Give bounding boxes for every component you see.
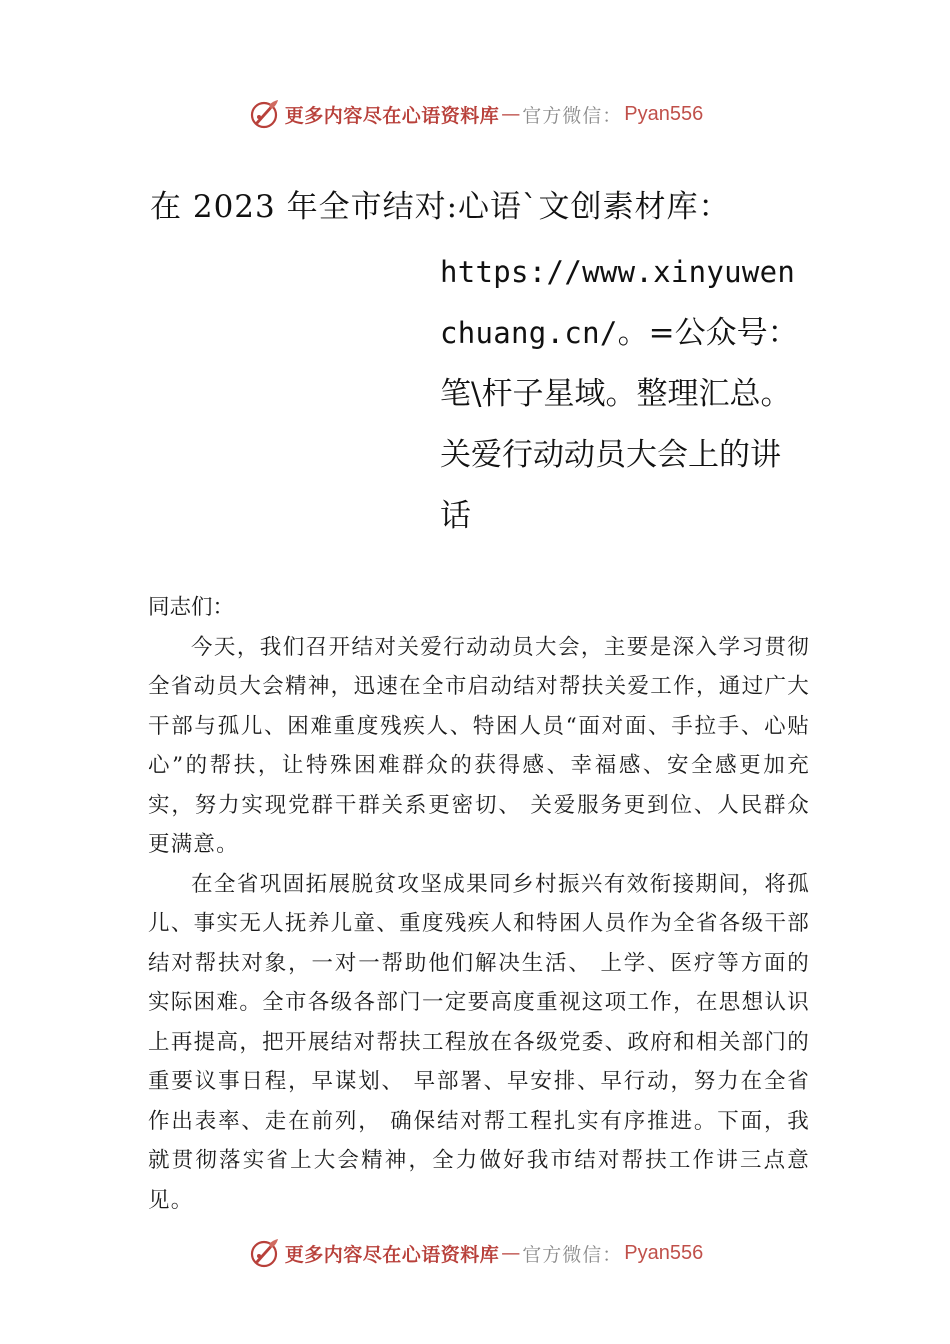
banner-dash: — [501,1242,521,1264]
brand-text: 更多内容尽在心语资料库 [284,104,500,127]
speech-body [148,588,810,1220]
brand-text: 更多内容尽在心语资料库 [284,1243,500,1266]
title-continuation [440,242,810,547]
contact-account: Pyan556 [624,102,704,125]
salutation: 同志们： [148,595,235,620]
title-rest-text: 。=公众号：笔\杆子星域。整理汇总。关爱行动动员大会上的讲话 [440,315,799,534]
title-url: https://www.xinyuwenchuang.cn/ [440,255,796,350]
contact-label: 官方微信： [522,1243,623,1266]
banner-dash: — [501,103,521,125]
title-first-line: 在 2023 年全市结对:心语`文创素材库： [150,189,731,225]
paragraph: 今天，我们召开结对关爱行动动员大会，主要是深入学习贯彻全省动员大会精神，迅速在全市启动结对帮扶关爱工作，通过广大干部与孤儿、困难重度残疾人、特困人员“面对面、手拉手、心贴心”的帮扶，让特殊困难群众的获得感、幸福感、安全感更加充实，努力实现党群干群关系更密切、 关爱服务更到位、人民群众更满意。 [148,634,810,857]
quill-pen-logo-icon [247,1236,281,1270]
contact-account: Pyan556 [624,1241,704,1264]
contact-label: 官方微信： [522,104,623,127]
quill-pen-logo-icon [247,97,281,131]
footer-banner [0,1233,950,1273]
header-banner [0,94,950,134]
paragraph: 在全省巩固拓展脱贫攻坚成果同乡村振兴有效衔接期间，将孤儿、事实无人抚养儿童、重度残疾人和特困人员作为全省各级干部结对帮扶对象，一对一帮助他们解决生活、 上学、医疗等方面的实际困难。全市各级各部门一定要高度重视这项工作，在思想认识上再提高，把开展结对帮扶工程放在各级党委、政府和相关部门的重要议事日程，早谋划、 早部署、早安排、早行动，努力在全省作出表率、走在前列， 确保结对帮工程扎实有序推进。下面，我就贯彻落实省上大会精神，全力做好我市结对帮扶工作讲三点意见。 [148,871,810,1213]
